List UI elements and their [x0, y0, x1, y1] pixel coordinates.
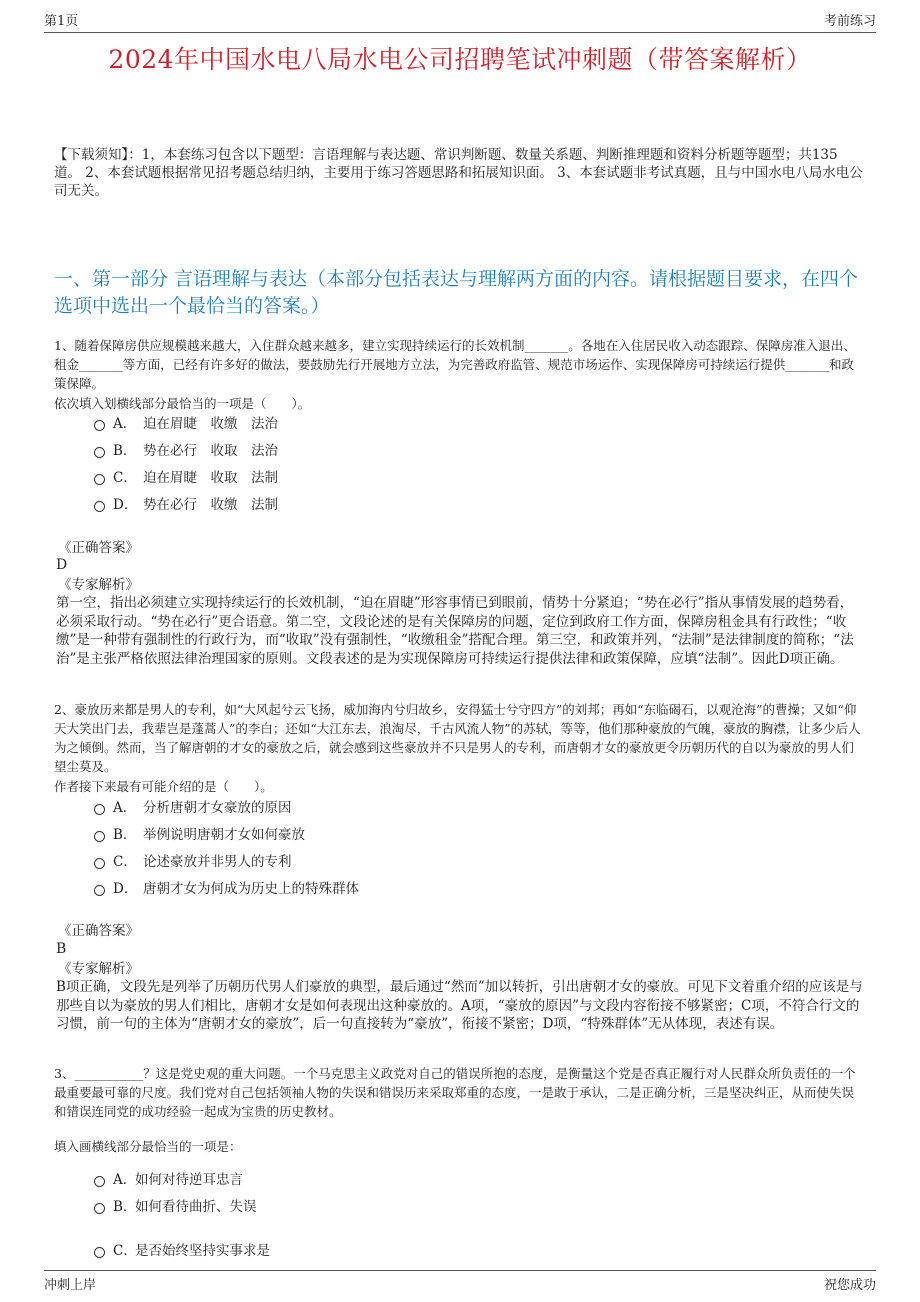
radio-icon[interactable]	[94, 501, 105, 512]
page-number: 第1页	[44, 14, 79, 29]
radio-icon[interactable]	[94, 1203, 105, 1214]
option-letter: A．	[113, 800, 137, 816]
analysis-label: 《专家解析》	[58, 961, 139, 977]
correct-answer-label: 《正确答案》	[58, 923, 139, 939]
page-header	[44, 10, 876, 33]
radio-icon[interactable]	[94, 885, 105, 896]
option-text: 如何看待曲折、失误	[135, 1199, 257, 1215]
option-letter: C．	[113, 470, 137, 486]
header-tag: 考前练习	[823, 14, 876, 29]
correct-answer: D	[56, 557, 68, 573]
q2-option-c[interactable]	[94, 852, 292, 872]
option-text: 如何对待逆耳忠言	[135, 1172, 243, 1188]
option-text: 迫在眉睫 收取 法制	[143, 470, 278, 486]
document-title: 2024年中国水电八局水电公司招聘笔试冲刺题（带答案解析）	[108, 45, 812, 74]
q2-option-d[interactable]	[94, 879, 359, 899]
radio-icon[interactable]	[94, 447, 105, 458]
radio-icon[interactable]	[94, 831, 105, 842]
q1-option-a[interactable]	[94, 414, 278, 434]
q1-option-c[interactable]	[94, 468, 278, 488]
q1-option-d[interactable]	[94, 495, 278, 515]
option-letter: D．	[113, 497, 138, 513]
question-3-text: 3、___________？这是党史观的重大问题。一个马克思主义政党对自己的错误所抱的态度，是衡量这个党是否真正履行对人民群众所负责任的一个最重要最可靠的尺度。我们党对自己包括领袖人物的失误和错误历来采取郑重的态度，一是敢于承认，二是正确分析，三是坚决纠正，从而使失误和错误连同党的成功经验一起成为宝贵的历史教材。	[54, 1066, 856, 1119]
radio-icon[interactable]	[94, 858, 105, 869]
option-letter: B．	[113, 443, 137, 459]
option-text: 是否始终坚持实事求是	[135, 1243, 270, 1259]
radio-icon[interactable]	[94, 420, 105, 431]
radio-icon[interactable]	[94, 1247, 105, 1258]
option-text: 势在必行 收取 法治	[143, 443, 278, 459]
question-1-text: 1、随着保障房供应规模越来越大，入住群众越来越多，建立实现持续运行的长效机制_______。各地在入住居民收入动态跟踪、保障房准入退出、租金_______等方面，已经有许多好的做法，要鼓励先行开展地方立法，为完善政府监管、规范市场运作、实现保障房可持续运行提供_______和政策保障。	[54, 338, 856, 391]
option-letter: A．	[113, 416, 137, 432]
expert-analysis: 第一空，指出必须建立实现持续运行的长效机制，“迫在眉睫”形容事情已到眼前，情势十分紧迫；“势在必行”指从事情发展的趋势看，必须采取行动。“势在必行”更合语意。第二空，文段论述的是有关保障房的问题，定位到政府工作方面，保障房租金具有行政性；“收缴”是一种带有强制性的行政行为，而“收取”没有强制性，“收缴租金”搭配合理。第三空，和政策并列，“法制”是法律制度的简称；“法治”是主张严格依照法律治理国家的原则。文段表述的是为实现保障房可持续运行提供法律和政策保障，应填“法制”。因此D项正确。	[56, 595, 854, 667]
question-3-prompt: 填入画横线部分最恰当的一项是：	[54, 1139, 242, 1154]
q1-option-b[interactable]	[94, 441, 278, 461]
option-letter: B．	[113, 827, 137, 843]
footer-left: 冲刺上岸	[44, 1278, 97, 1293]
q3-option-c[interactable]	[94, 1241, 270, 1261]
section-heading: 一、第一部分 言语理解与表达（本部分包括表达与理解两方面的内容。请根据题目要求，在四个选项中选出一个最恰当的答案。）	[54, 268, 859, 317]
option-letter: D．	[113, 881, 138, 897]
option-text: 举例说明唐朝才女如何豪放	[143, 827, 305, 843]
q2-option-b[interactable]	[94, 825, 305, 845]
question-2-prompt: 作者接下来最有可能介绍的是（ ）。	[54, 779, 273, 794]
footer-right: 祝您成功	[823, 1278, 876, 1293]
q3-option-b[interactable]	[94, 1197, 257, 1217]
option-text: 唐朝才女为何成为历史上的特殊群体	[143, 881, 359, 897]
correct-answer-label: 《正确答案》	[58, 540, 139, 556]
correct-answer: B	[56, 941, 67, 957]
question-1-prompt: 依次填入划横线部分最恰当的一项是（ ）。	[54, 396, 311, 411]
radio-icon[interactable]	[94, 474, 105, 485]
question-2-text: 2、豪放历来都是男人的专利，如“大风起兮云飞扬，威加海内兮归故乡，安得猛士兮守四方”的刘邦；再如“东临碣石，以观沧海”的曹操；又如“仰天大笑出门去，我辈岂是蓬蒿人”的李白；还如“大江东去，浪淘尽，千古风流人物”的苏轼，等等，他们那种豪放的气魄，豪放的胸襟，让多少后人为之倾倒。然而，当了解唐朝的才女的豪放之后，就会感到这些豪放并不只是男人的专利，而唐朝才女的豪放更令历朝历代的自以为豪放的男人们望尘莫及。	[54, 702, 861, 774]
option-letter: C．	[113, 1243, 137, 1259]
option-text: 论述豪放并非男人的专利	[143, 854, 292, 870]
option-letter: A．	[113, 1172, 137, 1188]
option-text: 迫在眉睫 收缴 法治	[143, 416, 278, 432]
option-letter: B．	[113, 1199, 137, 1215]
radio-icon[interactable]	[94, 1176, 105, 1187]
download-notice: 【下载须知】：1，本套练习包含以下题型：言语理解与表达题、常识判断题、数量关系题、判断推理题和资料分析题等题型；共135道。 2、本套试题根据常见招考题总结归纳，主要用于练习答题思路和拓展知识面。 3、本套试题非考试真题，且与中国水电八局水电公司无关。	[54, 147, 863, 199]
q2-option-a[interactable]	[94, 798, 292, 818]
radio-icon[interactable]	[94, 804, 105, 815]
option-letter: C．	[113, 854, 137, 870]
option-text: 分析唐朝才女豪放的原因	[143, 800, 292, 816]
page-footer	[44, 1270, 876, 1295]
expert-analysis: B项正确，文段先是列举了历朝历代男人们豪放的典型，最后通过“然而”加以转折，引出唐朝才女的豪放。可见下文着重介绍的应该是与那些自以为豪放的男人们相比，唐朝才女是如何表现出这种豪放的。A项，“豪放的原因”与文段内容衔接不够紧密；C项，不符合行文的习惯，前一句的主体为“唐朝才女的豪放”，后一句直接转为“豪放”，衔接不紧密；D项，“特殊群体”无从体现，表述有误。	[56, 979, 863, 1032]
analysis-label: 《专家解析》	[58, 577, 139, 593]
q3-option-a[interactable]	[94, 1170, 243, 1190]
option-text: 势在必行 收缴 法制	[143, 497, 278, 513]
